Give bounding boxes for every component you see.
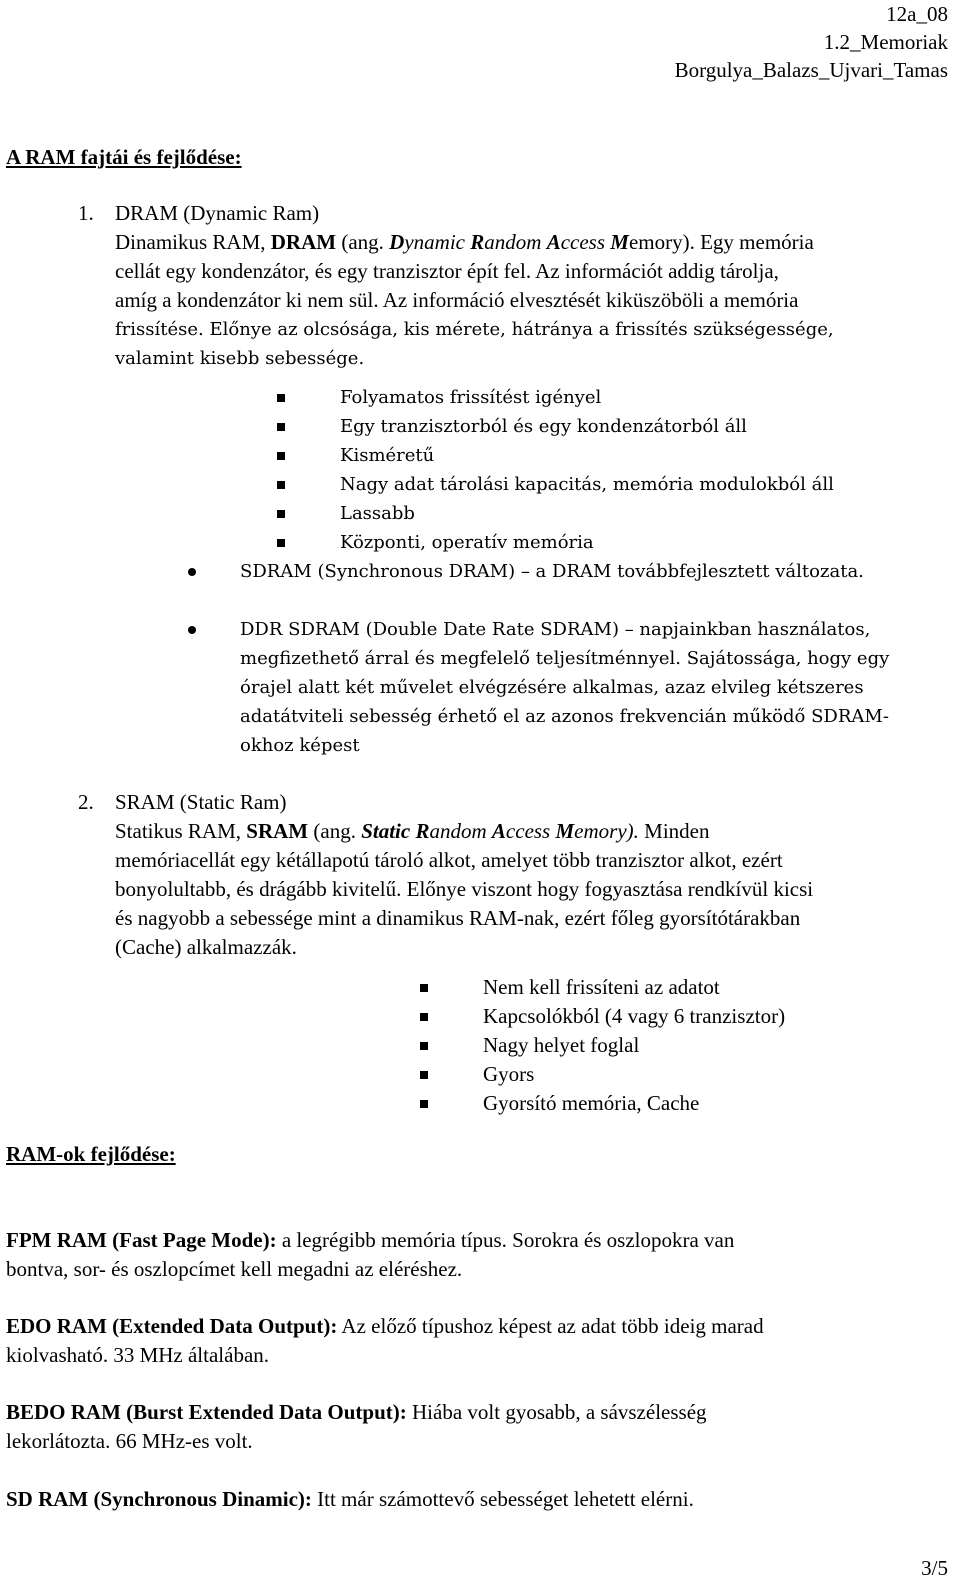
sram-line-4: és nagyobb a sebessége mint a dinamikus RAM-nak, ezért főleg gyorsítótárakban [115,906,801,930]
sram-line-1: Statikus RAM, SRAM (ang. Static Random Access Memory). Minden [115,819,710,843]
sram-bullet-item: Gyors [483,1060,534,1089]
sram-bullet-item: Gyorsító memória, Cache [483,1089,699,1118]
dram-line-1: Dinamikus RAM, DRAM (ang. Dynamic Random Access Memory). Egy memória [115,230,814,254]
sram-number: 2. [78,790,94,814]
ddr-line-2: megfizethető árral és megfelelő teljesítménnyel. Sajátossága, hogy egy [240,648,890,669]
dram-line-3: amíg a kondenzátor ki nem sül. Az információ elvesztését kiküszöböli a memória [115,288,799,312]
ddr-line-4: adatátviteli sebesség érhető el az azonos frekvencián működő SDRAM- [240,706,889,727]
dram-bullet-item: Lassabb [340,499,415,528]
dram-bullet-item: Kisméretű [340,441,434,470]
page-number: 3/5 [921,1556,948,1580]
sram-title: SRAM (Static Ram) [115,790,287,814]
evolution-item-fpm: FPM RAM (Fast Page Mode): a legrégibb memória típus. Sorokra és oszlopokra van [6,1228,735,1252]
evolution-heading: RAM-ok fejlődése: [6,1142,176,1166]
evolution-item-sdram: SD RAM (Synchronous Dinamic): Itt már számottevő sebességet lehetett elérni. [6,1487,694,1511]
dram-line-4: frissítése. Előnye az olcsósága, kis mérete, hátránya a frissítés szükségessége, [115,319,834,340]
sdram-item: SDRAM (Synchronous DRAM) – a DRAM továbbfejlesztett változata. [240,557,864,586]
ddr-line-1: DDR SDRAM (Double Date Rate SDRAM) – napjainkban használatos, [240,615,870,644]
dram-bullet-item: Folyamatos frissítést igényel [340,383,601,412]
evolution-item-edo-cont: kiolvasható. 33 MHz általában. [6,1343,270,1367]
header-line-3: Borgulya_Balazs_Ujvari_Tamas [674,58,948,82]
sram-line-2: memóriacellát egy kétállapotú tároló alkot, amelyet több tranzisztor alkot, ezért [115,848,783,872]
dram-bullet-item: Egy tranzisztorból és egy kondenzátorból áll [340,412,747,441]
sram-bullet-item: Nem kell frissíteni az adatot [483,973,720,1002]
sram-line-5: (Cache) alkalmazzák. [115,935,297,959]
dram-bullet-item: Nagy adat tárolási kapacitás, memória modulokból áll [340,470,834,499]
sram-bullet-item: Kapcsolókból (4 vagy 6 tranzisztor) [483,1002,785,1031]
dram-title: DRAM (Dynamic Ram) [115,201,320,225]
dram-bullet-item: Központi, operatív memória [340,528,594,557]
evolution-item-fpm-cont: bontva, sor- és oszlopcímet kell megadni az eléréshez. [6,1257,463,1281]
dram-line-5: valamint kisebb sebessége. [115,348,365,369]
ddr-line-5: okhoz képest [240,735,360,756]
sram-bullet-item: Nagy helyet foglal [483,1031,639,1060]
evolution-item-bedo: BEDO RAM (Burst Extended Data Output): Hiába volt gyosabb, a sávszélesség [6,1400,707,1424]
main-heading: A RAM fajtái és fejlődése: [6,145,242,169]
dram-number: 1. [78,201,94,225]
dram-line-2: cellát egy kondenzátor, és egy tranzisztor épít fel. Az információt addig tárolja, [115,259,779,283]
ddr-line-3: órajel alatt két művelet elvégzésére alkalmas, azaz elvileg kétszeres [240,677,864,698]
evolution-item-edo: EDO RAM (Extended Data Output): Az előző típushoz képest az adat több ideig marad [6,1314,764,1338]
sram-line-3: bonyolultabb, és drágább kivitelű. Előnye viszont hogy fogyasztása rendkívül kicsi [115,877,814,901]
header-line-2: 1.2_Memoriak [823,30,948,54]
header-line-1: 12a_08 [886,2,948,26]
evolution-item-bedo-cont: lekorlátozta. 66 MHz-es volt. [6,1429,253,1453]
